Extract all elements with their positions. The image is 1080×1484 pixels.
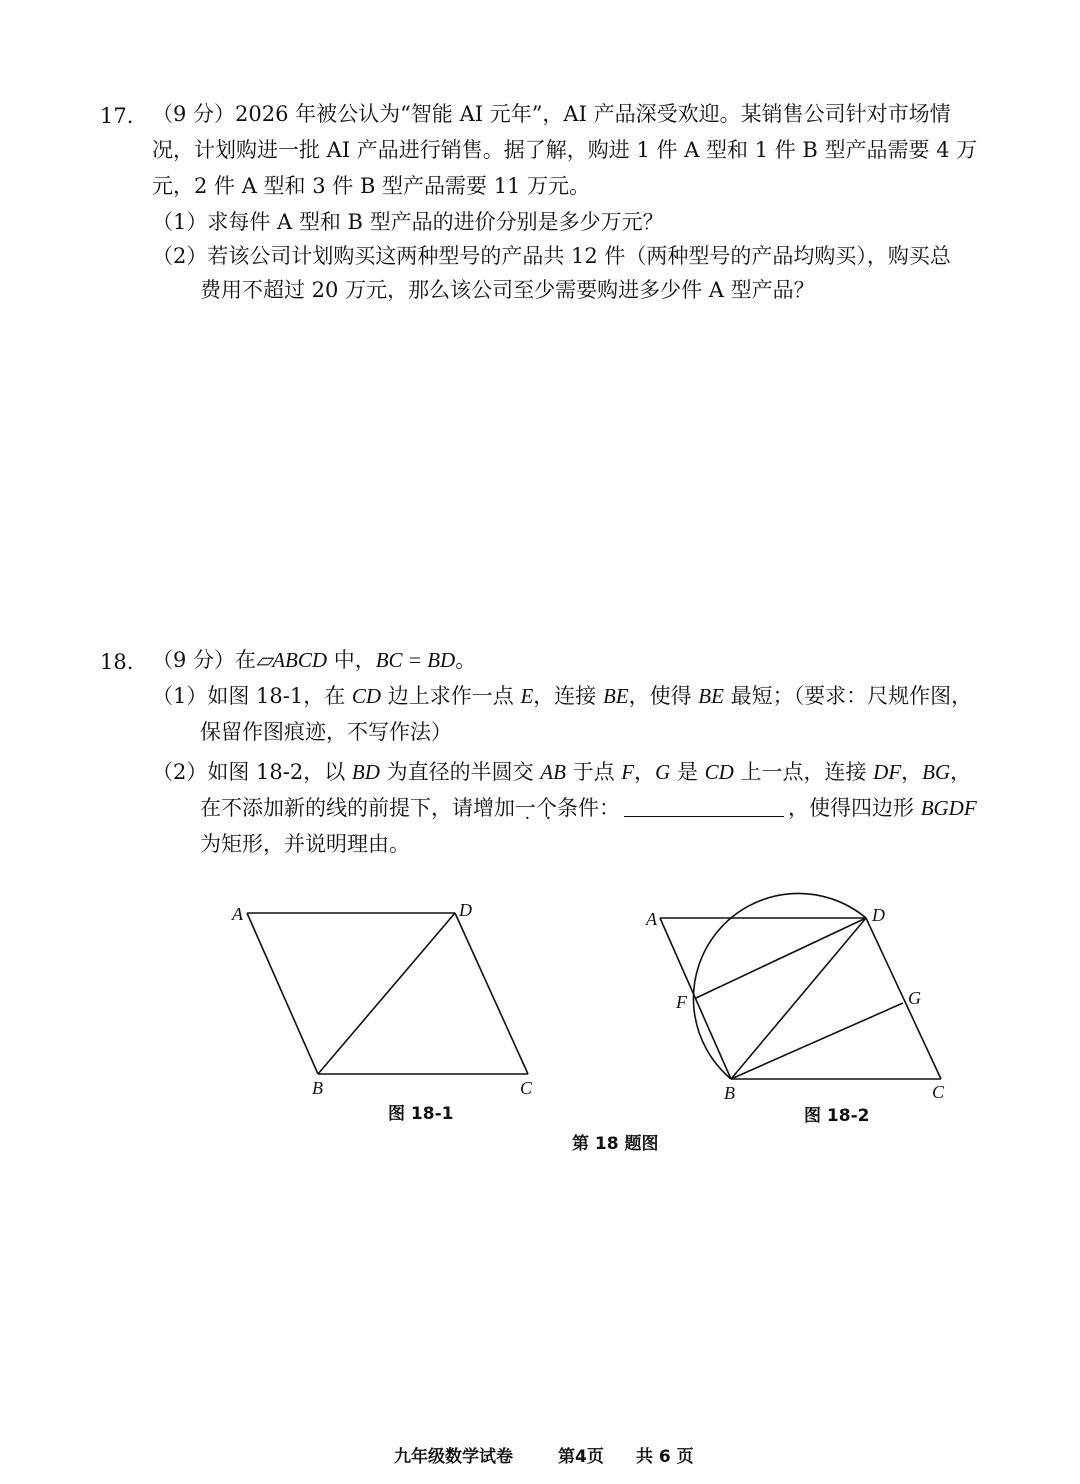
q17-line1: （9 分）2026 年被公认为“智能 AI 元年”，AI 产品深受欢迎。某销售公司针对市场情 [152,102,951,126]
segment-BD [318,913,455,1074]
fig1-label-D: D [459,900,472,920]
figure-caption: 第 18 题图 [572,1134,659,1154]
fig1-caption: 图 18-1 [388,1104,454,1124]
q18-part2-line2: 在不添加新的线的前提下，请增加一个条件： ，使得四边形 BGDF [200,796,977,820]
segment-BG [731,1003,903,1079]
footer-total: 共 6 页 [636,1447,694,1467]
q18-line1: （9 分）在▱ABCD 中，BC = BD。 [152,648,477,672]
fig1-label-B: B [312,1078,323,1098]
q18-part1-line2: 保留作图痕迹，不写作法） [200,720,452,744]
q17-number: 17. [100,104,134,128]
q18-part1-line1: （1）如图 18-1，在 CD 边上求作一点 E，连接 BE，使得 BE 最短；（要求：尺规作图， [152,684,973,708]
fig2-label-A: A [646,909,657,929]
condition-equation: BC = BD [375,648,456,672]
figure-18-2 [660,893,941,1079]
fig2-caption: 图 18-2 [804,1106,870,1126]
q18-part2-line3: 为矩形，并说明理由。 [200,832,410,856]
segment-DF [696,918,866,998]
fig2-label-D: D [872,905,885,925]
fig1-label-C: C [520,1078,533,1098]
segment-BD [731,918,866,1079]
q17-part1: （1）求每件 A 型和 B 型产品的进价分别是多少万元？ [152,210,664,234]
q17-line2: 况，计划购进一批 AI 产品进行销售。据了解，购进 1 件 A 型和 1 件 B 型产品需要 4 万 [152,138,978,162]
parallelogram-name: ▱ABCD [256,648,328,672]
q17-part2-line1: （2）若该公司计划购买这两种型号的产品共 12 件（两种型号的产品均购买），购买总 [152,244,951,268]
q17-line3: 元，2 件 A 型和 3 件 B 型产品需要 11 万元。 [152,174,591,198]
segment-AB [660,918,731,1079]
footer-page: 第4页 [558,1447,604,1467]
q18-part2-line1: （2）如图 18-2，以 BD 为直径的半圆交 AB 于点 F，G 是 CD 上一点，连接 DF，BG， [152,760,972,784]
fig2-label-C: C [932,1082,945,1102]
fig2-label-B: B [724,1083,735,1103]
q18-number: 18. [100,650,134,674]
q17-part2-line2: 费用不超过 20 万元，那么该公司至少需要购进多少件 A 型产品？ [200,278,815,302]
footer-title: 九年级数学试卷 [394,1447,513,1467]
fig2-label-G: G [908,988,921,1008]
segment-DC [455,913,528,1074]
fig1-label-A: A [232,904,243,924]
emphasis-dot-char: 个 [536,796,557,820]
emphasis-dot-char: 一 [515,796,536,820]
fig2-label-F: F [676,992,687,1012]
segment-AB [247,913,318,1074]
segment-DC [866,918,941,1079]
figure-18-1 [247,913,528,1074]
